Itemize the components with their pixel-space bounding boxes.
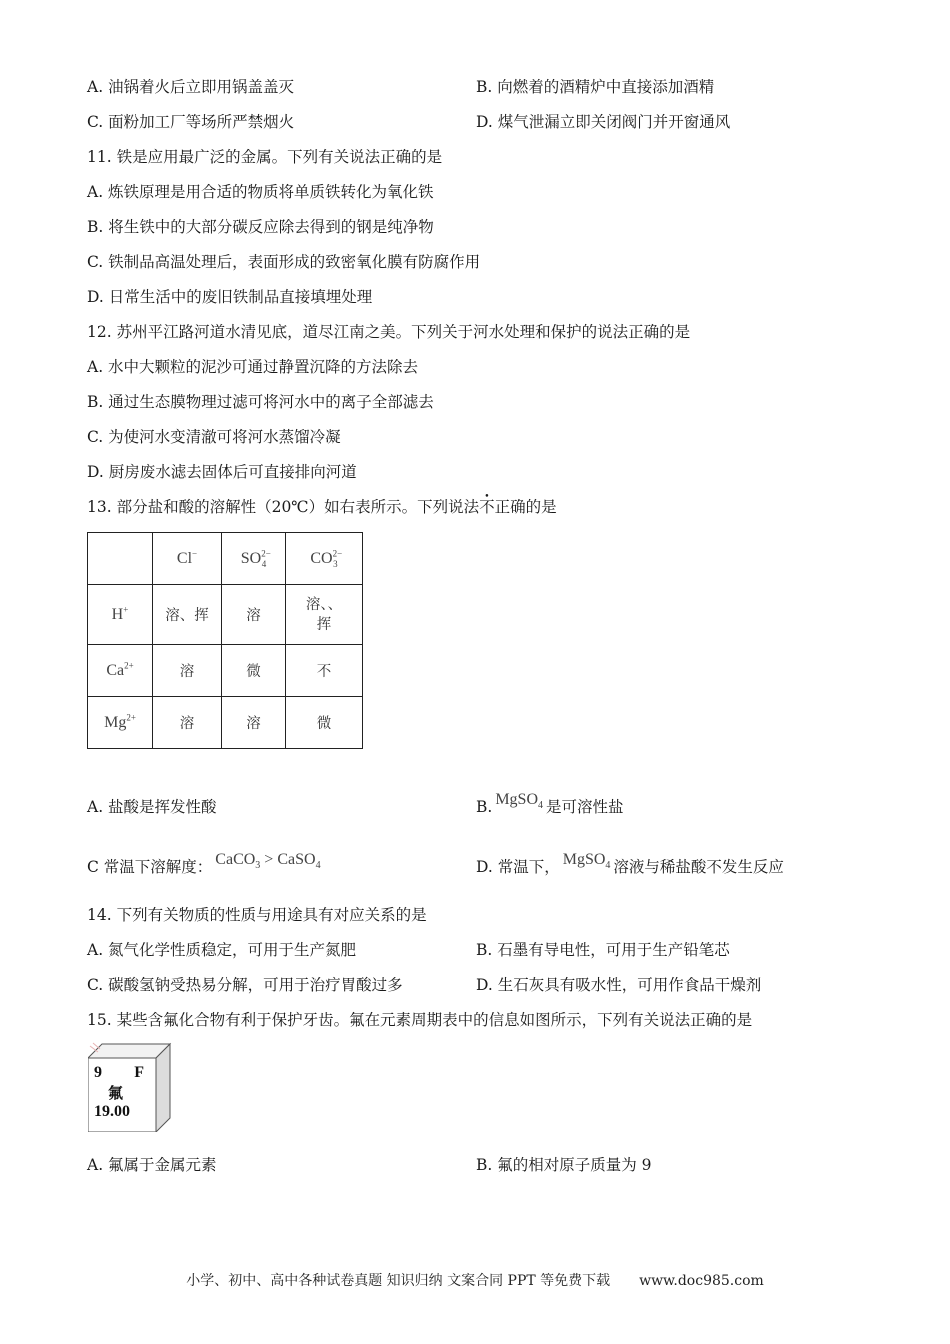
- table-header-co3: $CO^{2-}_3$: [286, 533, 363, 585]
- element-atomic-number: 9: [94, 1064, 102, 1081]
- q15-stem: 15. 某些含氟化合物有利于保护牙齿。氟在元素周期表中的信息如图所示，下列有关说法正确的是: [87, 1011, 753, 1029]
- table-cell-ca-so4: 微: [222, 645, 286, 697]
- q11-option-b: B. 将生铁中的大部分碳反应除去得到的钢是纯净物: [87, 218, 434, 236]
- q13-stem: [87, 497, 557, 517]
- q13-stem-part1: 13. 部分盐和酸的溶解性（20℃）如右表所示。下列说法: [87, 498, 480, 516]
- q11-option-c: C. 铁制品高温处理后，表面形成的致密氧化膜有防腐作用: [87, 253, 481, 271]
- q15-option-b: B. 氟的相对原子质量为 9: [476, 1156, 652, 1174]
- q13-option-d-formula: MgSO$_4$: [562, 851, 611, 872]
- table-cell-mg-co3: 微: [286, 697, 363, 749]
- table-cell-h-co3: [286, 585, 363, 645]
- q10-option-c: C. 面粉加工厂等场所严禁烟火: [87, 113, 295, 131]
- q12-option-d: D. 厨房废水滤去固体后可直接排向河道: [87, 463, 357, 481]
- q14-option-d: D. 生石灰具有吸水性，可用作食品干燥剂: [476, 976, 762, 994]
- q12-option-b: B. 通过生态膜物理过滤可将河水中的离子全部滤去: [87, 393, 434, 411]
- q14-option-b: B. 石墨有导电性，可用于生产铅笔芯: [476, 941, 730, 959]
- q13-stem-emphasis: 不: [479, 498, 495, 516]
- footer-text: 小学、初中、高中各种试卷真题 知识归纳 文案合同 PPT 等免费下载: [186, 1273, 611, 1289]
- q13-option-b: B. MgSO$_4$ 是可溶性盐: [476, 791, 624, 816]
- element-symbol: F: [134, 1064, 144, 1081]
- q11-option-a: A. 炼铁原理是用合适的物质将单质铁转化为氧化铁: [87, 183, 434, 201]
- q10-option-d: D. 煤气泄漏立即关闭阀门并开窗通风: [476, 113, 731, 131]
- table-cell-h-so4: 溶: [222, 585, 286, 645]
- q10-option-a: A. 油锅着火后立即用锅盖盖灭: [87, 78, 295, 96]
- q13-option-d: D. 常温下， MgSO$_4$ 溶液与稀盐酸不发生反应: [476, 851, 784, 876]
- table-cell-mg-cl: 溶: [153, 697, 222, 749]
- q14-stem: 14. 下列有关物质的性质与用途具有对应关系的是: [87, 906, 427, 924]
- q12-option-c: C. 为使河水变清澈可将河水蒸馏冷凝: [87, 428, 341, 446]
- table-corner-cell: [88, 533, 153, 585]
- q13-option-a: A. 盐酸是挥发性酸: [87, 798, 217, 816]
- q11-option-d: D. 日常生活中的废旧铁制品直接填埋处理: [87, 288, 373, 306]
- q13-option-b-formula: MgSO$_4$: [495, 791, 544, 812]
- table-row-header-h: H+: [88, 585, 153, 645]
- q11-stem: 11. 铁是应用最广泛的金属。下列有关说法正确的是: [87, 148, 443, 166]
- q12-option-a: A. 水中大颗粒的泥沙可通过静置沉降的方法除去: [87, 358, 419, 376]
- table-header-cl: Cl−: [153, 533, 222, 585]
- element-atomic-mass: 19.00: [94, 1103, 130, 1120]
- q13-option-c: C 常温下溶解度： CaCO$_3$ > CaSO$_4$: [87, 851, 321, 876]
- q14-option-c: C. 碳酸氢钠受热易分解，可用于治疗胃酸过多: [87, 976, 403, 994]
- q12-stem: 12. 苏州平江路河道水清见底，道尽江南之美。下列关于河水处理和保护的说法正确的是: [87, 323, 691, 341]
- footer-url[interactable]: www.doc985.com: [639, 1273, 764, 1289]
- page-footer: [0, 1270, 950, 1290]
- table-row-header-ca: $Ca^{2+}$: [88, 645, 153, 697]
- table-header-so4: $SO^{2-}_4$: [222, 533, 286, 585]
- table-cell-h-cl: 溶、挥: [153, 585, 222, 645]
- q13-stem-part2: 正确的是: [494, 498, 557, 516]
- q15-option-a: A. 氟属于金属元素: [87, 1156, 217, 1174]
- q10-option-b: B. 向燃着的酒精炉中直接添加酒精: [476, 78, 715, 96]
- table-cell-h-co3-line2: 挥: [316, 616, 332, 633]
- q13-option-c-formula: CaCO$_3$ > CaSO$_4$: [215, 851, 321, 872]
- table-cell-ca-cl: 溶: [153, 645, 222, 697]
- table-cell-h-co3-line1: 溶、、: [305, 596, 343, 613]
- q14-option-a: A. 氮气化学性质稳定，可用于生产氮肥: [87, 941, 357, 959]
- table-row-header-mg: $Mg^{2+}$: [88, 697, 153, 749]
- table-cell-ca-co3: 不: [286, 645, 363, 697]
- element-card-fluorine: [88, 1040, 174, 1132]
- table-cell-mg-so4: 溶: [222, 697, 286, 749]
- element-name: 氟: [108, 1086, 124, 1102]
- solubility-table: [87, 532, 363, 749]
